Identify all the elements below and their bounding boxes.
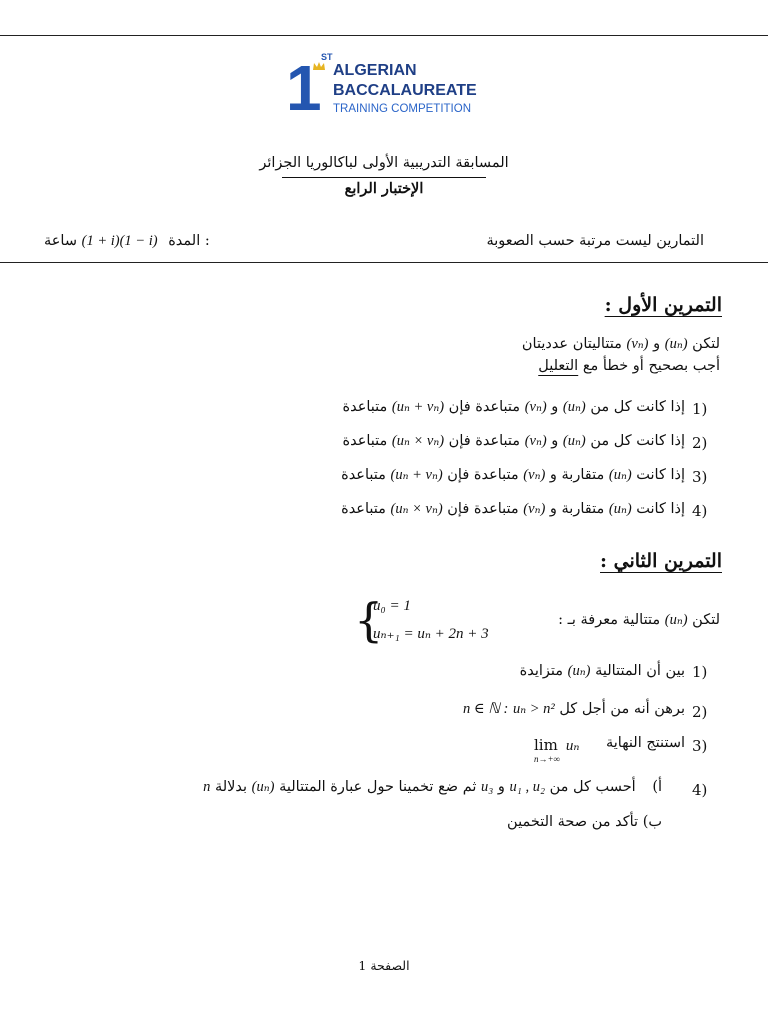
q4-b-text: تأكد من صحة التخمين	[507, 814, 639, 830]
q4-a-math-3: (uₙ)	[251, 779, 275, 795]
logo-line-2: BACCALAUREATE	[333, 82, 477, 99]
q4-a-and: و	[497, 779, 505, 795]
ex1-item-text-b: متباعدة فإن	[448, 399, 521, 415]
logo-line-3: TRAINING COMPETITION	[333, 103, 471, 115]
ex1-item-and: متقاربة و	[549, 467, 605, 483]
ex1-item-text-a: إذا كانت كل من	[590, 433, 685, 449]
def-un: (uₙ)	[664, 612, 688, 628]
intro-text-b: متتاليتان عدديتان	[521, 336, 622, 352]
def-text-b: متتالية معرفة بـ :	[558, 612, 661, 628]
q1-number: 1)	[692, 663, 708, 681]
ex1-item-number: 2)	[692, 434, 708, 452]
page-number: 1	[358, 958, 367, 973]
ex1-item-m1: (uₙ)	[608, 501, 632, 517]
ex1-item-text-c: متباعدة	[342, 433, 388, 449]
q2-math-2: uₙ > n²	[512, 701, 555, 717]
ex1-item-text-b: متباعدة فإن	[447, 501, 519, 517]
ex1-item-number: 4)	[692, 502, 708, 520]
ex1-item-m2: (vₙ)	[524, 399, 547, 415]
exercise-1-title: التمرين الأول :	[604, 294, 722, 316]
q1-math: (uₙ)	[567, 663, 591, 679]
ex1-item-text-a: إذا كانت	[636, 467, 685, 483]
q3-text: استنتج النهاية	[605, 735, 685, 751]
q3-number: 3)	[692, 737, 708, 755]
ex1-item-m1: (uₙ)	[562, 433, 586, 449]
duration	[44, 233, 210, 250]
exercise-2-definition	[558, 612, 720, 629]
def-text: لتكن	[692, 612, 720, 628]
q1-text-a: بين أن المتتالية	[595, 663, 685, 679]
intro-and: و	[653, 336, 661, 352]
q2-number: 2)	[692, 703, 708, 721]
logo-line-1: ALGERIAN	[333, 62, 417, 79]
q1-text-b: متزايدة	[519, 663, 564, 679]
ex1-item-m2: (vₙ)	[523, 501, 546, 517]
lim-operator: lim	[534, 736, 558, 754]
q2-text	[463, 701, 685, 718]
ex1-item-number: 3)	[692, 468, 708, 486]
ex1-item-and: و	[551, 433, 559, 449]
ex1-item-text-c: متباعدة	[341, 501, 386, 517]
ex1-item-text-b: متباعدة فإن	[447, 467, 519, 483]
q4-a-label: أ)	[652, 779, 662, 795]
ex1-item-text	[341, 467, 685, 484]
ex1-item-m3: (uₙ + vₙ)	[390, 467, 443, 483]
logo-number: 1	[286, 52, 322, 124]
page-title: المسابقة التدريبية الأولى لباكالوريا الجزائر	[259, 155, 509, 171]
page-footer	[0, 958, 768, 973]
instruction-justify: التعليل	[538, 358, 579, 374]
header-rule	[0, 262, 768, 263]
q2-text-a: برهن أنه من أجل كل	[559, 701, 685, 717]
intro-text: لتكن	[692, 336, 720, 352]
ex1-item-text	[341, 501, 685, 518]
ex1-item-m1: (uₙ)	[608, 467, 632, 483]
q4-a-math-2: u₃	[481, 779, 494, 795]
q2-math-1: n ∈ ℕ :	[463, 701, 509, 717]
page-label: الصفحة	[370, 958, 410, 973]
ex1-item-text-a: إذا كانت	[636, 501, 685, 517]
exercise-1-intro	[522, 336, 720, 353]
ex1-item-text	[342, 399, 685, 416]
system-line-2: uₙ₊₁ = uₙ + 2n + 3	[373, 626, 489, 642]
q4-a-math-1: u₁ , u₂	[509, 779, 546, 795]
ex1-item-text-a: إذا كانت كل من	[590, 399, 685, 415]
duration-label: المدة :	[168, 233, 210, 249]
difficulty-note: التمارين ليست مرتبة حسب الصعوبة	[486, 233, 704, 249]
intro-vn: (vₙ)	[626, 336, 649, 352]
ex1-item-m1: (uₙ)	[562, 399, 586, 415]
ex1-item-number: 1)	[692, 400, 708, 418]
intro-un: (uₙ)	[664, 336, 688, 352]
ex1-item-text-c: متباعدة	[342, 399, 388, 415]
system-line-1: u₀ = 1	[373, 598, 411, 614]
lim-subscript: n→+∞	[534, 754, 560, 764]
ex1-item-text	[342, 433, 685, 450]
ex1-item-m2: (vₙ)	[524, 433, 547, 449]
exercise-2-title: التمرين الثاني :	[600, 550, 722, 572]
q4-number: 4)	[692, 781, 708, 799]
duration-unit: ساعة	[44, 233, 77, 249]
system-brace: {	[354, 593, 384, 647]
q3-limit	[534, 735, 580, 755]
q4-a-text-1: أحسب كل من	[549, 779, 636, 795]
title-underline	[282, 177, 486, 178]
top-rule	[0, 35, 768, 36]
q1-text	[520, 663, 685, 680]
exercise-1-instruction	[538, 358, 720, 374]
duration-value: (1 + i)(1 − i)	[81, 233, 158, 249]
ex1-item-m3: (uₙ × vₙ)	[390, 501, 443, 517]
q4-a-text-3: بدلالة	[214, 779, 248, 795]
q4-a-text-2: ثم ضع تخمينا حول عبارة المتتالية	[279, 779, 477, 795]
q4-part-a	[203, 779, 662, 796]
ex1-item-text-b: متباعدة فإن	[448, 433, 521, 449]
q4-b-label: ب)	[642, 814, 662, 830]
ex1-item-m2: (vₙ)	[523, 467, 546, 483]
lim-argument: uₙ	[565, 738, 580, 754]
ex1-item-and: متقاربة و	[549, 501, 605, 517]
page-subtitle: الإختبار الرابع	[344, 180, 424, 197]
ex1-item-and: و	[551, 399, 559, 415]
q4-a-math-4: n	[203, 779, 211, 795]
ex1-item-text-c: متباعدة	[341, 467, 386, 483]
logo-superscript: ST	[321, 52, 333, 62]
ex1-item-m3: (uₙ × vₙ)	[391, 433, 445, 449]
ex1-item-m3: (uₙ + vₙ)	[391, 399, 445, 415]
q4-part-b	[507, 814, 662, 830]
crown-icon	[313, 55, 325, 63]
instruction-text: أجب بصحيح أو خطأ مع	[582, 358, 720, 374]
